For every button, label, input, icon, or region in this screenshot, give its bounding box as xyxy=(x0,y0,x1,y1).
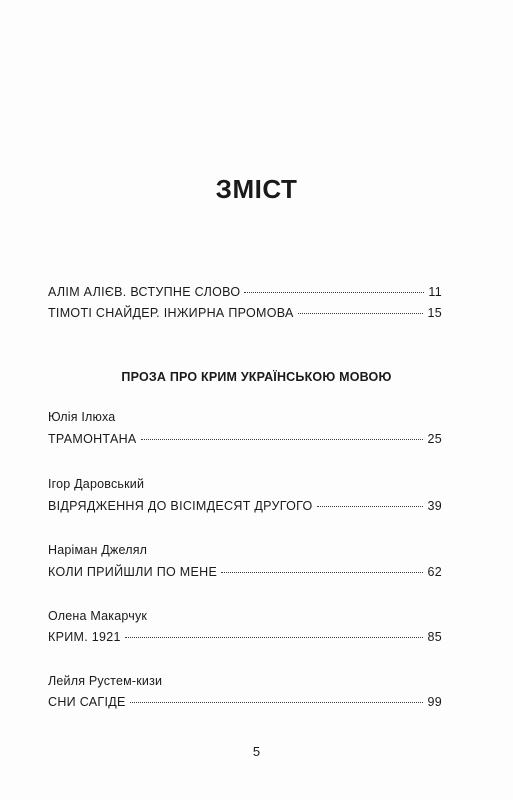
entry-author: Олена Макарчук xyxy=(48,609,148,623)
toc-entry xyxy=(48,695,442,709)
toc-entry-page: 11 xyxy=(428,285,442,299)
toc-entry-title: ТРАМОНТАНА xyxy=(48,432,137,446)
dot-leader xyxy=(298,313,424,314)
dot-leader xyxy=(125,637,424,638)
toc-entry-title: ТІМОТІ СНАЙДЕР. ІНЖИРНА ПРОМОВА xyxy=(48,306,294,320)
toc-entry-page: 15 xyxy=(427,306,442,320)
toc-entry-page: 39 xyxy=(427,499,442,513)
entry-author: Наріман Джелял xyxy=(48,543,148,557)
toc-entry xyxy=(48,565,442,579)
toc-entry-title: КРИМ. 1921 xyxy=(48,630,121,644)
toc-entry-page: 85 xyxy=(427,630,442,644)
toc-entry-page: 99 xyxy=(427,695,442,709)
toc-entry-title: ВІДРЯДЖЕННЯ ДО ВІСІМДЕСЯТ ДРУГОГО xyxy=(48,499,313,513)
contents-heading: ЗМІСТ xyxy=(215,174,298,204)
toc-entry xyxy=(48,499,442,513)
dot-leader xyxy=(141,439,424,440)
entry-author: Ігор Даровський xyxy=(48,477,145,491)
page-number: 5 xyxy=(252,744,261,759)
toc-entry-page: 25 xyxy=(427,432,442,446)
toc-entry-page: 62 xyxy=(427,565,442,579)
dot-leader xyxy=(130,702,424,703)
toc-entry xyxy=(48,630,442,644)
toc-entry xyxy=(48,432,442,446)
dot-leader xyxy=(221,572,423,573)
toc-entry-title: СНИ САГІДЕ xyxy=(48,695,126,709)
dot-leader xyxy=(317,506,424,507)
toc-entry-title: КОЛИ ПРИЙШЛИ ПО МЕНЕ xyxy=(48,565,218,579)
entry-author: Лейля Рустем-кизи xyxy=(48,674,163,688)
toc-entry-speech xyxy=(48,306,442,320)
section-heading: ПРОЗА ПРО КРИМ УКРАЇНСЬКОЮ МОВОЮ xyxy=(121,370,392,384)
toc-entry-title: АЛІМ АЛІЄВ. ВСТУПНЕ СЛОВО xyxy=(48,285,241,299)
toc-entry-intro xyxy=(48,285,442,299)
dot-leader xyxy=(244,292,424,293)
entry-author: Юлія Ілюха xyxy=(48,410,116,424)
